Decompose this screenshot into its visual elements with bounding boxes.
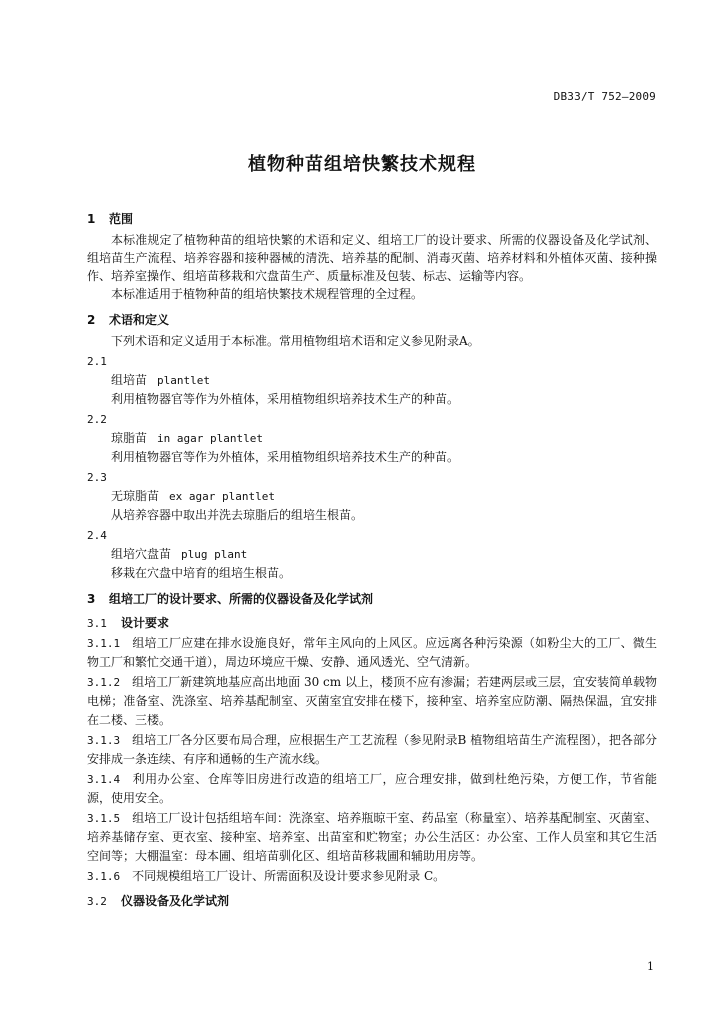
subsection-number: 3.2 (87, 895, 107, 908)
term-number: 2.1 (87, 355, 107, 368)
clause-number: 3.1.2 (87, 676, 121, 689)
section-number: 2 (87, 313, 96, 327)
term-entry (87, 469, 657, 524)
term-name-cn: 组培穴盘苗 (111, 547, 172, 561)
term-definition: 利用植物器官等作为外植体，采用植物组织培养技术生产的种苗。 (111, 392, 460, 406)
section-number: 3 (87, 592, 96, 606)
section-heading-design (87, 590, 657, 608)
document-body (87, 210, 657, 911)
scope-applicability-paragraph: 本标准适用于植物种苗的组培快繁技术规程管理的全过程。 (111, 287, 424, 301)
term-number: 2.3 (87, 471, 107, 484)
section-number: 1 (87, 212, 96, 226)
term-name (87, 545, 657, 564)
section-title: 组培工厂的设计要求、所需的仪器设备及化学试剂 (109, 592, 374, 606)
subsection-title: 设计要求 (121, 616, 170, 630)
subsection-heading-equipment (87, 892, 657, 911)
page-number: 1 (647, 960, 654, 973)
term-name-en: plantlet (157, 374, 210, 387)
section-heading-scope (87, 210, 657, 228)
term-name-en: plug plant (181, 548, 248, 561)
term-entry (87, 353, 657, 408)
clause-text: 利用办公室、仓库等旧房进行改造的组培工厂，应合理安排，做到杜绝污染，方便工作，节省能源，使用安全。 (87, 772, 657, 805)
subsection-heading-design-requirements (87, 614, 657, 633)
term-name-cn: 琼脂苗 (111, 431, 148, 445)
section-heading-terms (87, 311, 657, 329)
term-name-en: in agar plantlet (157, 432, 263, 445)
clause-number: 3.1.4 (87, 773, 121, 786)
term-number: 2.2 (87, 413, 107, 426)
clause-text: 组培工厂设计包括组培车间：洗涤室、培养瓶晾干室、药品室（称量室）、培养基配制室、灭菌室、培养基储存室、更衣室、接种室、培养室、出苗室和贮物室；办公生活区：办公室、工作人员室和其它生活空间等；大棚温室：母本圃、组培苗驯化区、组培苗移栽圃和辅助用房等。 (87, 811, 657, 863)
term-name-cn: 无琼脂苗 (111, 489, 160, 503)
term-entry (87, 411, 657, 466)
clause-paragraph (87, 731, 657, 769)
term-name (87, 371, 657, 390)
clause-text: 组培工厂应建在排水设施良好，常年主风向的上风区。应远离各种污染源（如粉尘大的工厂、微生物工厂和繁忙交通干道），周边环境应干燥、安静、通风透光、空气清新。 (87, 636, 657, 669)
section-title: 术语和定义 (109, 313, 170, 327)
clause-text: 不同规模组培工厂设计、所需面积及设计要求参见附录 C。 (132, 869, 446, 883)
term-entry (87, 527, 657, 582)
term-name (87, 487, 657, 506)
clause-paragraph (87, 634, 657, 672)
clause-paragraph (87, 809, 657, 866)
page-title: 植物种苗组培快繁技术规程 (248, 154, 476, 175)
term-definition: 利用植物器官等作为外植体，采用植物组织培养技术生产的种苗。 (111, 450, 460, 464)
clause-paragraph (87, 867, 657, 886)
subsection-title: 仪器设备及化学试剂 (121, 894, 230, 908)
clause-number: 3.1.5 (87, 812, 121, 825)
clause-paragraph (87, 673, 657, 730)
clause-paragraph (87, 770, 657, 808)
term-name (87, 429, 657, 448)
scope-paragraph: 本标准规定了植物种苗的组培快繁的术语和定义、组培工厂的设计要求、所需的仪器设备及化学试剂、组培苗生产流程、培养容器和接种器械的清洗、培养基的配制、消毒灭菌、培养材料和外植体灭菌、接种操作、培养室操作、组培苗移栽和穴盘苗生产、质量标准及包装、标志、运输等内容。 (87, 233, 657, 283)
term-name-cn: 组培苗 (111, 373, 148, 387)
subsection-number: 3.1 (87, 617, 107, 630)
term-definition: 移栽在穴盘中培育的组培生根苗。 (111, 566, 292, 580)
clause-text: 组培工厂各分区要布局合理，应根据生产工艺流程（参见附录B 植物组培苗生产流程图），把各部分安排成一条连续、有序和通畅的生产流水线。 (87, 733, 657, 766)
terms-intro-paragraph: 下列术语和定义适用于本标准。常用植物组培术语和定义参见附录A。 (111, 334, 480, 348)
clause-number: 3.1.6 (87, 870, 121, 883)
term-number: 2.4 (87, 529, 107, 542)
clause-number: 3.1.1 (87, 637, 121, 650)
term-definition: 从培养容器中取出并洗去琼脂后的组培生根苗。 (111, 508, 364, 522)
document-code: DB33/T 752—2009 (553, 90, 656, 103)
clause-text: 组培工厂新建筑地基应高出地面 30 cm 以上，楼顶不应有渗漏；若建两层或三层，宜安装简单载物电梯；准备室、洗涤室、培养基配制室、灭菌室宜安排在楼下，接种室、培养室应防潮、隔热保温，宜安排在二楼、三楼。 (87, 675, 657, 727)
section-title: 范围 (109, 212, 134, 226)
term-name-en: ex agar plantlet (169, 490, 275, 503)
clause-number: 3.1.3 (87, 734, 121, 747)
